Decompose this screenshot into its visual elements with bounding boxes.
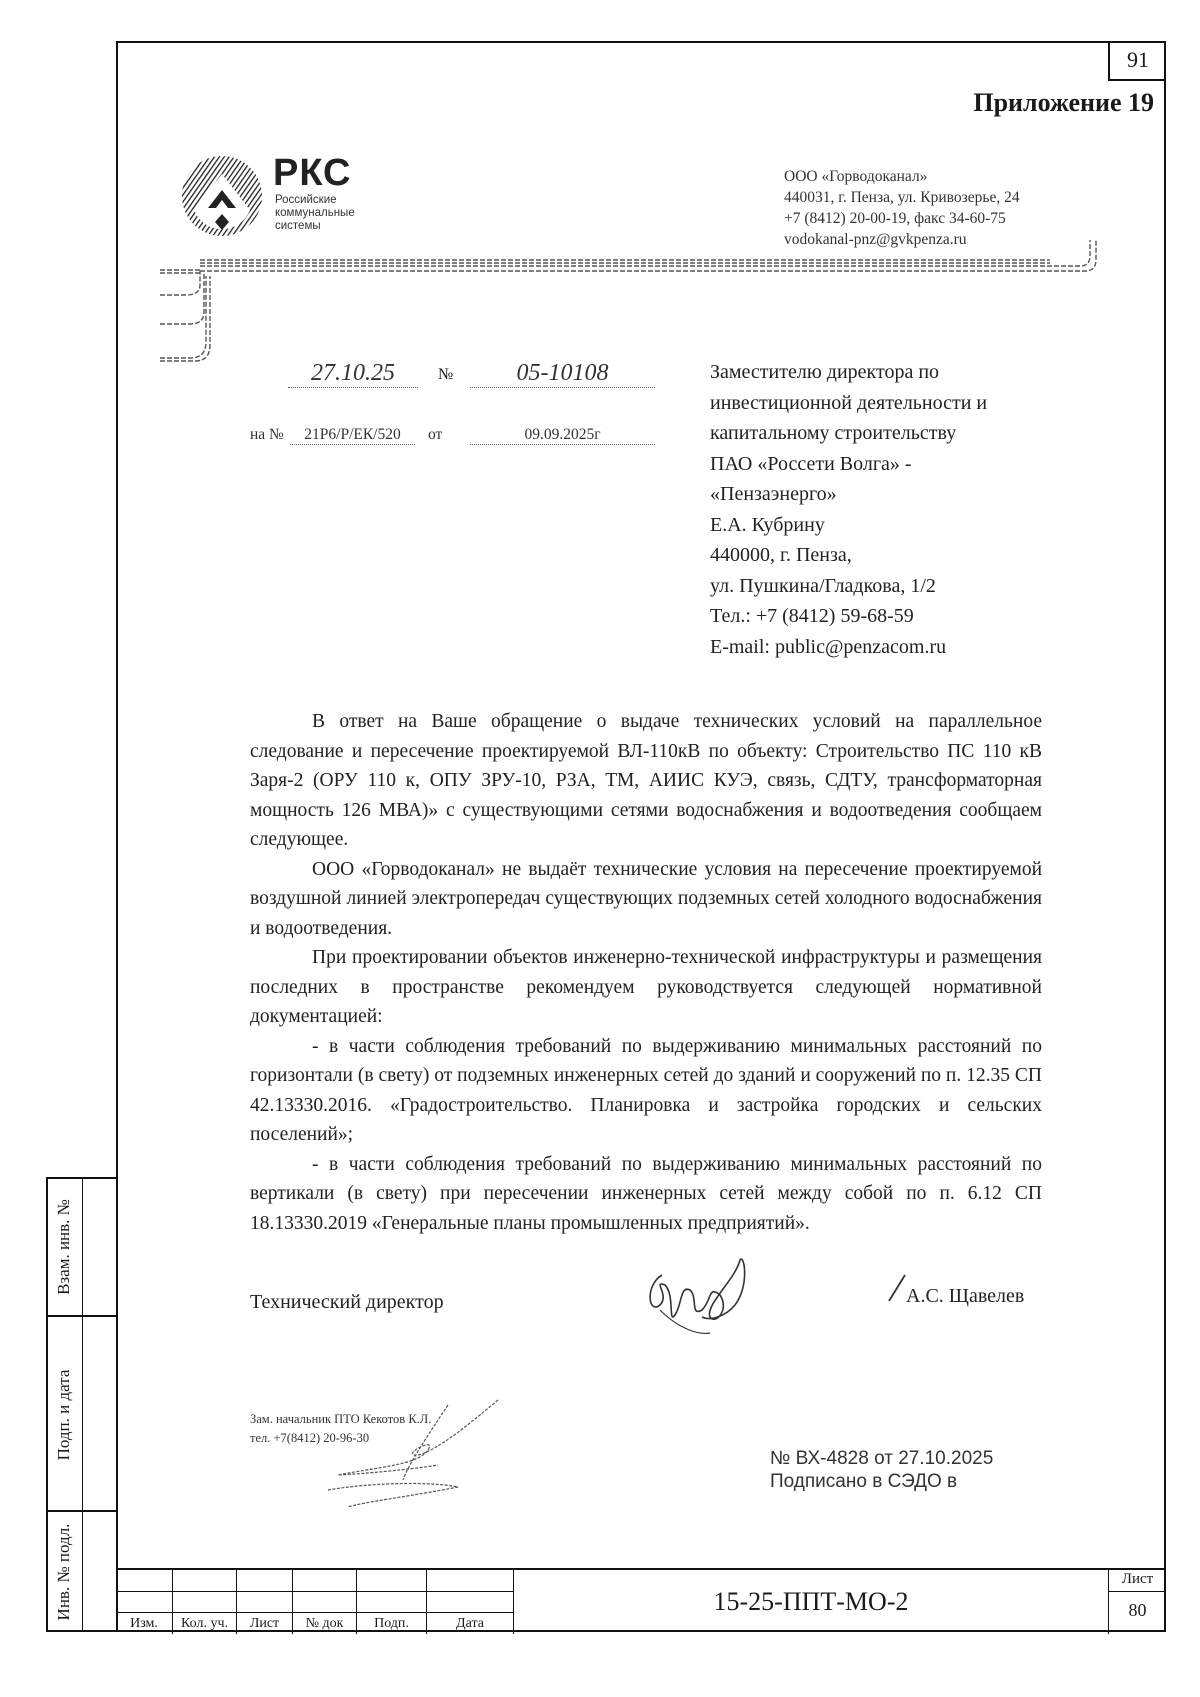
recipient-line: капитальному строительству — [710, 422, 957, 444]
appendix-title: Приложение 19 — [973, 88, 1154, 117]
recipient-line: «Пензаэнерго» — [710, 483, 837, 505]
executor-name: Зам. начальник ПТО Кекотов К.Л. — [250, 1412, 432, 1426]
recipient-line: 440000, г. Пенза, — [710, 544, 852, 566]
in-reply-date: 09.09.2025г — [470, 426, 655, 445]
in-reply-reference — [250, 424, 670, 450]
column-label: Дата — [456, 1616, 484, 1631]
body-paragraph-4: - в части соблюдения требований по выдерживанию минимальных расстояний по горизонтали (в свету) от подземных инженерных сетей до зданий и сооружений по п. 12.35 СП 42.13330.2016. «Градостроительство. Планировка и застройка городских и сельских поселений»; — [250, 1035, 1042, 1145]
outgoing-reference — [250, 360, 670, 392]
recipient-line: инвестиционной деятельности и — [710, 391, 988, 414]
sender-name: ООО «Горводоканал» — [784, 168, 928, 185]
registration-date: 27.10.2025 — [898, 1448, 994, 1469]
registration-signed-note: Подписано в СЭДО в — [770, 1471, 958, 1492]
logo-line-2: коммунальные — [275, 207, 355, 219]
sheet-label: Лист — [1121, 1571, 1154, 1587]
column-label: Изм. — [130, 1616, 158, 1631]
executor-phone: тел. +7(8412) 20-96-30 — [250, 1431, 370, 1445]
recipient-line: Тел.: +7 (8412) 59-68-59 — [710, 605, 914, 627]
executor-signature — [318, 1395, 518, 1515]
logo-line-1: Российские — [275, 194, 337, 206]
body-paragraph-5: - в части соблюдения требований по выдерживанию минимальных расстояний по вертикали (в свету) при пересечении инженерных сетей между собой по п. 6.12 СП 18.13330.2019 «Генеральные планы промышленных предприятий». — [250, 1153, 1042, 1234]
outgoing-date: 27.10.25 — [288, 360, 418, 388]
body-paragraph-1: В ответ на Ваше обращение о выдаче технических условий на параллельное следование и пересечение проектируемой ВЛ-110кВ по объекту: Строительство ПС 110 кВ Заря-2 (ОРУ 110 к, ОПУ ЗРУ-10, РЗА, ТМ, АИИС КУЭ, связь, СДТУ, трансформаторная мощность 126 МВА)» с существующими сетями водоснабжения и водоотведения сообщаем следующее. — [250, 711, 1042, 850]
recipient-block — [710, 357, 1110, 662]
side-label-vzam: Взам. инв. № — [54, 1199, 73, 1295]
logo-abbr: РКС — [273, 152, 352, 194]
body-paragraph-3: При проектировании объектов инженерно-технической инфраструктуры и размещения последних в пространстве рекомендуем руководствуется следующей нормативной документацией: — [250, 947, 1042, 1027]
in-reply-number: 21Р6/Р/ЕК/520 — [290, 426, 415, 445]
document-code: 15-25-ППТ-МО-2 — [713, 1587, 909, 1616]
registration-number-prefix: № — [770, 1448, 791, 1469]
outgoing-number: 05-10108 — [470, 360, 655, 388]
rks-logo-icon — [178, 152, 266, 240]
sender-email: vodokanal-pnz@gvkpenza.ru — [784, 231, 967, 248]
side-label-inv: Инв. № подл. — [54, 1523, 73, 1621]
sender-block — [784, 166, 1084, 250]
recipient-line: E-mail: public@penzacom.ru — [710, 635, 947, 658]
side-stamp-podp — [46, 1317, 116, 1512]
title-block — [116, 1568, 1166, 1634]
column-label: Кол. уч. — [181, 1616, 228, 1631]
letter-body — [250, 707, 1042, 1238]
sheet-cell — [1108, 1570, 1166, 1634]
recipient-line: Е.А. Кубрину — [710, 513, 825, 536]
logo-line-3: системы — [275, 220, 321, 232]
side-label-podp: Подп. и дата — [54, 1369, 73, 1461]
registration-number: ВХ-4828 — [795, 1448, 869, 1469]
handwritten-signature — [640, 1255, 770, 1340]
registration-stamp — [770, 1447, 993, 1493]
title-block-grid — [116, 1570, 514, 1634]
company-logo — [178, 152, 438, 242]
body-paragraph-2: ООО «Горводоканал» не выдаёт технические условия на пересечение проектируемой воздушной линией электропередач существующих подземных сетей холодного водоснабжения и водоотведения. — [250, 858, 1042, 939]
outgoing-no-label: № — [438, 366, 454, 383]
recipient-line: ПАО «Россети Волга» - — [710, 452, 912, 475]
side-stamp-vzam — [46, 1177, 116, 1317]
column-label: Лист — [249, 1616, 280, 1631]
recipient-line: Заместителю директора по — [710, 361, 940, 383]
recipient-line: ул. Пушкина/Гладкова, 1/2 — [710, 574, 936, 597]
sender-phone: +7 (8412) 20-00-19, факс 34-60-75 — [784, 210, 1006, 227]
signature-slash — [887, 1273, 907, 1303]
in-reply-label: на № — [250, 426, 284, 443]
signatory-name: А.С. Щавелев — [906, 1285, 1025, 1307]
page-number: 91 — [1108, 41, 1166, 81]
column-label: Подп. — [374, 1616, 409, 1631]
sender-address: 440031, г. Пенза, ул. Кривозерье, 24 — [784, 189, 1020, 206]
side-stamp-inv — [46, 1512, 116, 1632]
column-label: № док — [305, 1616, 344, 1631]
registration-date-prefix: от — [874, 1448, 893, 1469]
signatory-position: Технический директор — [250, 1291, 444, 1313]
sheet-number: 80 — [1128, 1600, 1147, 1620]
in-reply-from-label: от — [428, 426, 443, 443]
